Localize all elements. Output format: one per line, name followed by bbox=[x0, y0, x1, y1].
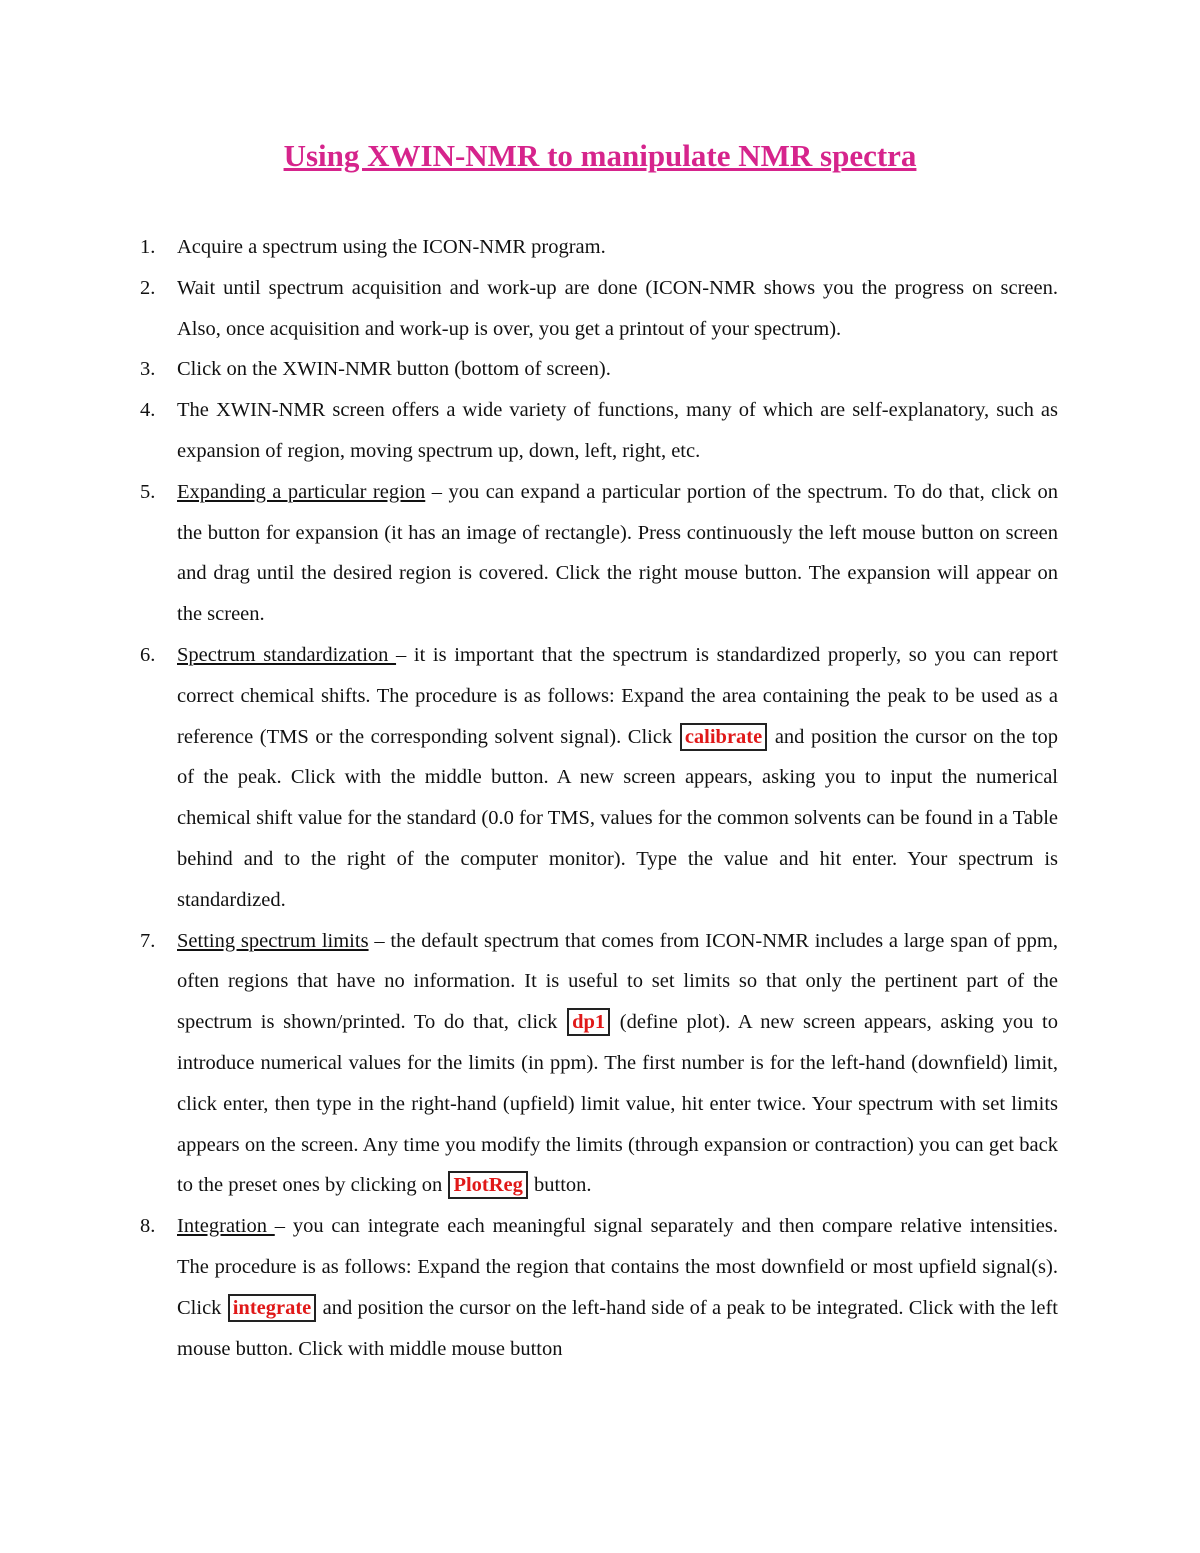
item-heading: Setting spectrum limits bbox=[177, 929, 369, 952]
item-number: 1. bbox=[140, 236, 156, 258]
item-text: – you can expand a particular portion of the spectrum. To do that, click on the button for expansion (it has an image of rectangle). Press continuously the left mouse button on screen and drag until the desired region is covered. Click the right mouse button. The expansion will appear on the screen. bbox=[177, 480, 1059, 626]
item-text: and position the cursor on the left-hand side of a peak to be integrated. Click with the left mouse button. Click with middle mouse button bbox=[177, 1296, 1058, 1360]
list-item bbox=[140, 1206, 1058, 1369]
item-heading: Spectrum standardization bbox=[177, 643, 397, 666]
list-item bbox=[140, 227, 1058, 268]
item-number: 6. bbox=[140, 643, 156, 666]
page-title: Using XWIN-NMR to manipulate NMR spectra bbox=[283, 138, 917, 173]
list-item bbox=[140, 635, 1058, 921]
item-text: – you can integrate each meaningful signal separately and then compare relative intensities. The procedure is as follows: Expand the region that contains the most downfield or most upfield signal(s). Click bbox=[177, 1215, 1058, 1319]
dp1-command: dp1 bbox=[567, 1008, 610, 1036]
item-number: 7. bbox=[140, 929, 156, 952]
item-text: button. bbox=[528, 1174, 592, 1197]
item-text: The XWIN-NMR screen offers a wide variety of functions, many of which are self-explanatory, such as expansion of region, moving spectrum up, down, left, right, etc. bbox=[177, 399, 1058, 462]
item-number: 8. bbox=[140, 1215, 156, 1238]
instruction-list bbox=[140, 227, 1058, 1369]
item-text: – it is important that the spectrum is standardized properly, so you can report correct chemical shifts. The procedure is as follows: Expand the area containing the peak to be used as a reference (TMS or the corresponding solvent signal). Click bbox=[177, 643, 1058, 748]
list-item bbox=[140, 472, 1058, 635]
list-item bbox=[140, 268, 1058, 350]
item-text: and position the cursor on the top of the peak. Click with the middle button. A new screen appears, asking you to input the numerical chemical shift value for the standard (0.0 for TMS, values for the common solvents can be found in a Table behind and to the right of the computer monitor). Type the value and hit enter. Your spectrum is standardized. bbox=[177, 725, 1058, 911]
list-item bbox=[140, 921, 1058, 1207]
item-text: Click on the XWIN-NMR button (bottom of screen). bbox=[177, 358, 611, 381]
item-text: (define plot). A new screen appears, asking you to introduce numerical values for the limits (in ppm). The first number is for the left-hand (downfield) limit, click enter, then type in the right-hand (upfield) limit value, hit enter twice. Your spectrum with set limits appears on the screen. Any time you modify the limits (through expansion or contraction) you can get back to the preset ones by clicking on bbox=[177, 1011, 1058, 1197]
item-text: Wait until spectrum acquisition and work-up are done (ICON-NMR shows you the progress on screen. Also, once acquisition and work-up is over, you get a printout of your spectrum). bbox=[177, 276, 1058, 340]
integrate-command: integrate bbox=[228, 1294, 317, 1322]
item-text: – the default spectrum that comes from ICON-NMR includes a large span of ppm, often regions that have no information. It is useful to set limits so that only the pertinent part of the spectrum is shown/printed. To do that, click bbox=[177, 929, 1058, 1034]
item-number: 5. bbox=[140, 480, 156, 503]
list-item bbox=[140, 390, 1058, 472]
item-number: 4. bbox=[140, 399, 156, 422]
item-heading: Expanding a particular region bbox=[177, 480, 426, 503]
plotreg-command: PlotReg bbox=[448, 1171, 527, 1199]
list-item bbox=[140, 349, 1058, 390]
item-number: 3. bbox=[140, 358, 156, 381]
item-number: 2. bbox=[140, 276, 156, 299]
item-text: Acquire a spectrum using the ICON-NMR program. bbox=[177, 236, 606, 258]
calibrate-command: calibrate bbox=[680, 723, 767, 751]
item-heading: Integration bbox=[177, 1215, 275, 1238]
